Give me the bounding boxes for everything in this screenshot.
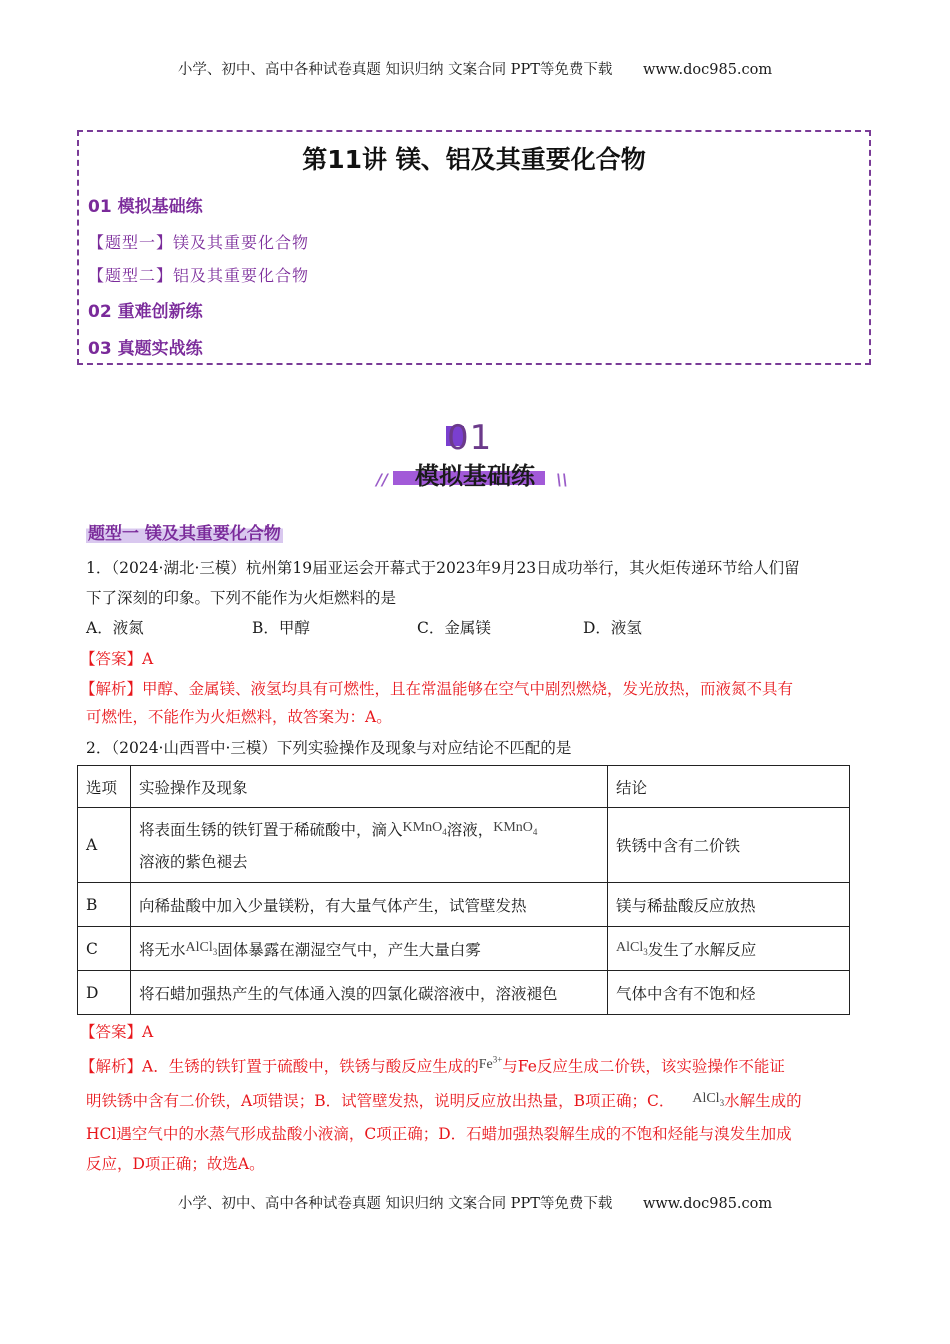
header-text: 小学、初中、高中各种试卷真题 知识归纳 文案合同 PPT等免费下载 [177,62,613,78]
table-cell-conclusion: 铁锈中含有二价铁 [608,808,850,883]
formula-text: Fe [478,1056,493,1072]
toc-item-03[interactable]: 03 真题实战练 [88,339,203,359]
q2-analysis-line3: HCl遇空气中的水蒸气形成盐酸小液滴，C项正确；D．石蜡加强热裂解生成的不饱和烃能与溴发生加成 [86,1125,792,1143]
formula-subscript: 4 [442,826,447,837]
q2-stem: 2．（2024·山西晋中·三模）下列实验操作及现象与对应结论不匹配的是 [86,739,572,757]
table-cell-conclusion: 镁与稀盐酸反应放热 [608,883,850,927]
fe3-formula [478,1054,503,1072]
formula-text: KMnO [402,820,443,836]
formula-text: AlCl [616,939,644,955]
q1-option-a: A．液氮 [86,619,144,637]
table-header-cell: 结论 [608,766,850,808]
q2-table [77,765,850,1015]
table-cell-option: C [78,927,131,971]
table-row [78,883,850,927]
table-cell-operation: 将石蜡加强热产生的气体通入溴的四氯化碳溶液中，溶液褪色 [131,971,608,1015]
formula-text: AlCl [185,939,213,955]
slash-decoration-left: // [376,470,388,489]
q2-analysis-line4: 反应，D项正确；故选A。 [86,1155,265,1173]
q1-option-b: B．甲醇 [252,619,310,637]
table-header-row [78,766,850,808]
q2-analysis-line1 [80,1054,785,1077]
toc-item-01[interactable]: 01 模拟基础练 [88,197,203,217]
alcl3-formula [692,1091,724,1106]
page-header [0,58,950,79]
toc-item-02[interactable]: 02 重难创新练 [88,302,203,322]
table-cell-conclusion [608,927,850,971]
table-header-cell: 实验操作及现象 [131,766,608,808]
slash-decoration-right: \\ [556,470,568,489]
page-footer [0,1192,950,1213]
table-cell-operation [131,927,608,971]
q1-option-c: C．金属镁 [417,619,491,637]
table-cell-conclusion: 气体中含有不饱和烃 [608,971,850,1015]
alcl3-formula [186,940,218,955]
kmno4-formula [403,820,447,835]
footer-text: 小学、初中、高中各种试卷真题 知识归纳 文案合同 PPT等免费下载 [177,1196,613,1212]
section-title: 模拟基础练 [415,462,535,490]
toc-box [77,130,871,365]
lecture-title: 第11讲 镁、铝及其重要化合物 [302,145,646,174]
alcl3-formula [616,940,648,955]
table-cell-option: D [78,971,131,1015]
q1-answer: 【答案】A [80,650,154,668]
kmno4-formula [493,820,537,835]
formula-text: KMnO [493,820,533,836]
q1-stem-line2: 下了深刻的印象。下列不能作为火炬燃料的是 [86,589,397,607]
table-row [78,808,850,883]
q2-analysis-line2 [86,1089,802,1111]
conclusion-text: 发生了水解反应 [647,940,757,959]
q1-analysis-line1: 【解析】甲醇、金属镁、液氢均具有可燃性，且在常温能够在空气中剧烈燃烧，发光放热，而液氮不具有 [80,680,794,698]
table-cell-operation: 向稀盐酸中加入少量镁粉，有大量气体产生，试管壁发热 [131,883,608,927]
table-row [78,927,850,971]
table-cell-option: A [78,808,131,883]
formula-text: AlCl [692,1091,720,1106]
type-heading: 题型一 镁及其重要化合物 [86,519,283,543]
q1-option-d: D．液氢 [583,619,642,637]
analysis-text: 与Fe反应生成二价铁，该实验操作不能证 [502,1057,785,1076]
section-number: 01 [447,418,493,458]
table-header-cell: 选项 [78,766,131,808]
q1-analysis-line2: 可燃性，不能作为火炬燃料，故答案为：A。 [86,708,392,726]
q1-stem-line1: 1．（2024·湖北·三模）杭州第19届亚运会开幕式于2023年9月23日成功举行，其火炬传递环节给人们留 [86,559,800,577]
toc-item-type-2[interactable]: 【题型二】铝及其重要化合物 [88,266,310,285]
operation-text: 固体暴露在潮湿空气中，产生大量白雾 [217,940,481,959]
analysis-text: 水解生成的 [724,1092,802,1110]
q2-answer: 【答案】A [80,1023,154,1041]
formula-subscript: 3 [643,946,648,957]
table-cell-operation [131,808,608,883]
table-row [78,971,850,1015]
footer-site-link[interactable]: www.doc985.com [642,1196,773,1212]
formula-subscript: 4 [532,826,538,837]
analysis-text: 明铁锈中含有二价铁，A项错误；B．试管壁发热，说明反应放出热量，B项正确；C． [86,1092,675,1110]
operation-text: 溶液的紫色褪去 [139,852,248,871]
table-cell-option: B [78,883,131,927]
operation-text: 将无水 [139,940,186,959]
analysis-text: 【解析】A．生锈的铁钉置于硫酸中，铁锈与酸反应生成的 [80,1057,479,1076]
header-site-link[interactable]: www.doc985.com [642,62,773,78]
formula-subscript: 3 [719,1097,725,1108]
operation-text: 将表面生锈的铁钉置于稀硫酸中，滴入 [139,821,403,840]
formula-superscript: 3+ [492,1054,503,1064]
toc-item-type-1[interactable]: 【题型一】镁及其重要化合物 [88,233,310,252]
formula-subscript: 3 [212,946,218,957]
operation-text: 溶液， [446,821,494,840]
